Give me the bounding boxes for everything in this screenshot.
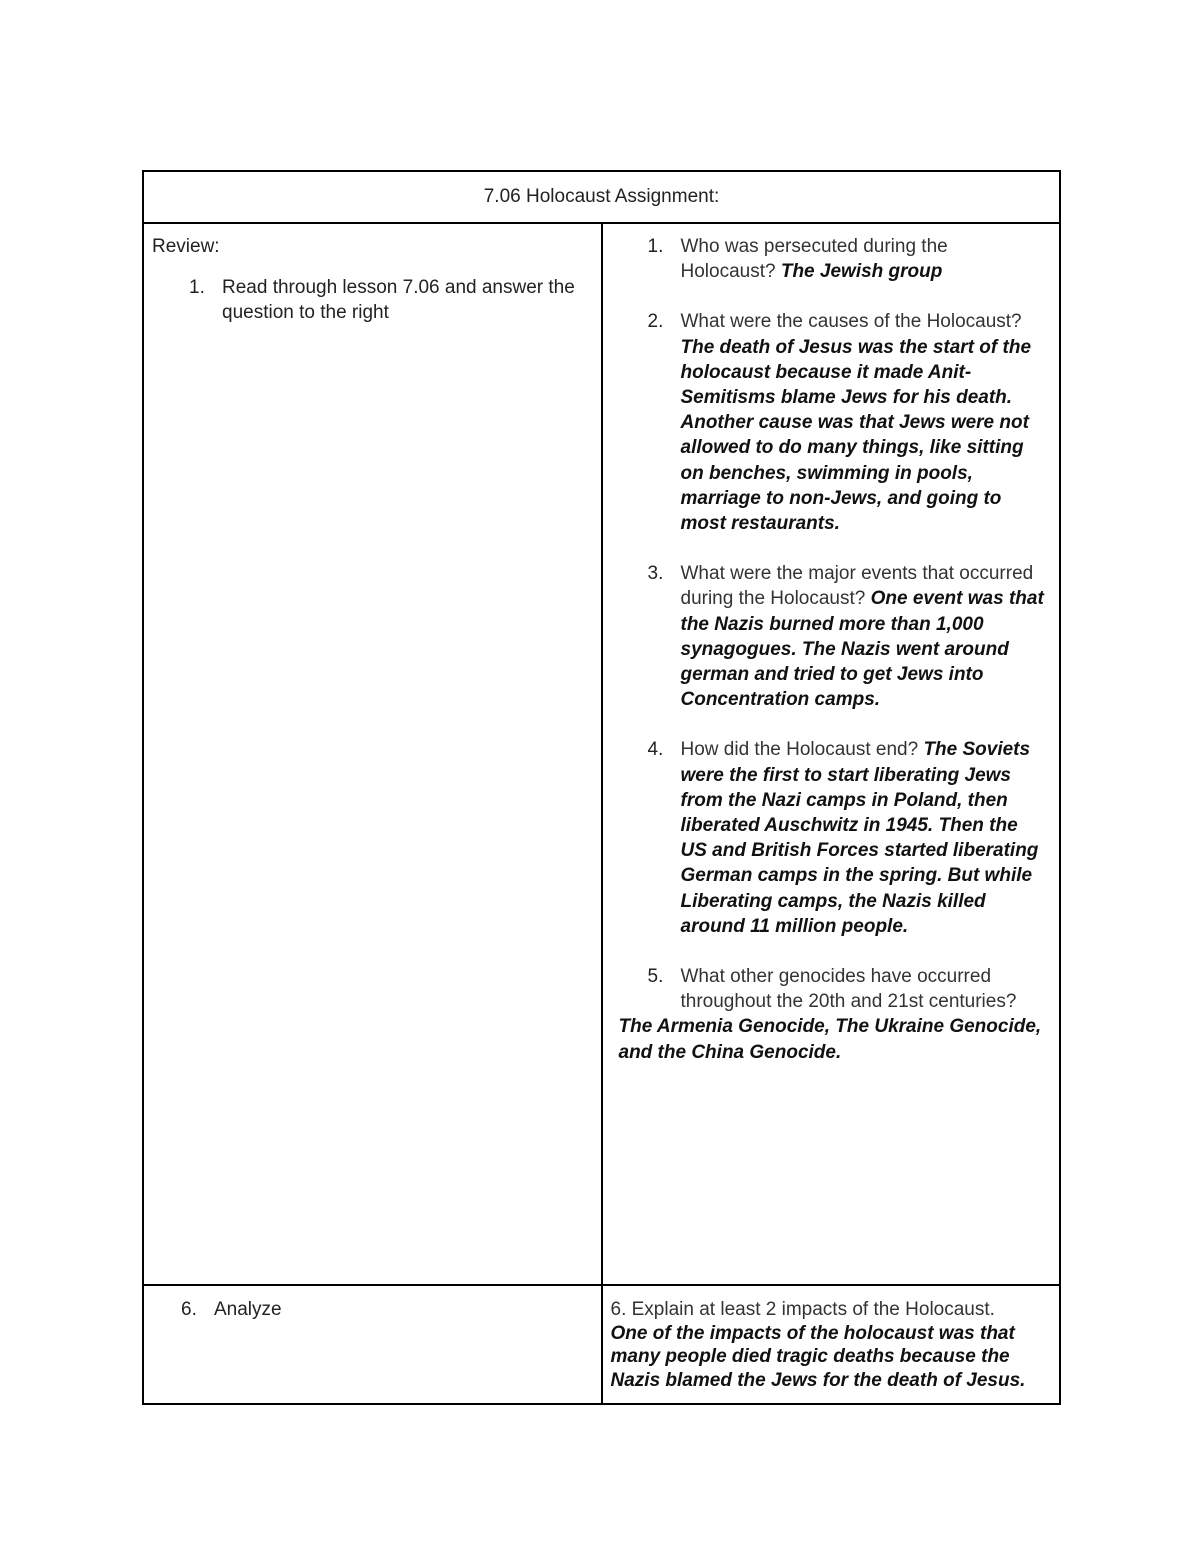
assignment-title: 7.06 Holocaust Assignment: xyxy=(143,171,1060,223)
question-item-2 xyxy=(611,309,1048,536)
answer-text: The Soviets were the first to start liberating Jews from the Nazi camps in Poland, then liberated Auschwitz in 1945. Then the US and British Forces started liberating German camps in the spring. But while Liberating camps, the Nazis killed around 11 million people. xyxy=(680,739,1039,937)
question-text: What other genocides have occurred throughout the 20th and 21st centuries? xyxy=(680,966,1017,1013)
question-text: What were the causes of the Holocaust? xyxy=(680,311,1022,333)
analyze-answer: One of the impacts of the holocaust was that many people died tragic deaths because the Nazis blamed the Jews for the death of Jesus. xyxy=(610,1322,1026,1391)
answer-text: The death of Jesus was the start of the holocaust because it made Anit-Semitisms blame Jews for his death. Another cause was that Jews were not allowed to do many things, like sitting on benches, swimming in pools, marriage to non-Jews, and going to most restaurants. xyxy=(680,336,1032,535)
question-list xyxy=(611,234,1048,1065)
question-number: 3. xyxy=(647,563,664,585)
answer-text: The Armenia Genocide, The Ukraine Genocide, and the China Genocide. xyxy=(618,1016,1042,1063)
review-row xyxy=(143,223,1060,1285)
question-text: How did the Holocaust end? xyxy=(680,739,919,761)
answer-text: One event was that the Nazis burned more than 1,000 synagogues. The Nazis went around german and tried to get Jews into Concentration camps. xyxy=(680,588,1044,711)
question-number: 1. xyxy=(647,236,664,257)
analyze-label-cell xyxy=(143,1285,602,1404)
question-text: What were the major events that occurred during the Holocaust? xyxy=(680,563,1034,610)
review-label: Review: xyxy=(152,236,220,257)
analyze-question-cell xyxy=(602,1285,1061,1404)
analyze-label: Analyze xyxy=(214,1299,282,1320)
answer-text: The Jewish group xyxy=(780,261,943,283)
review-list xyxy=(152,275,589,325)
question-item-4 xyxy=(611,737,1048,939)
analyze-number: 6. xyxy=(181,1299,197,1320)
questions-cell xyxy=(602,223,1061,1285)
question-item-5 xyxy=(611,964,1048,1065)
review-cell xyxy=(143,223,602,1285)
question-number: 4. xyxy=(647,739,664,761)
review-item-number: 1. xyxy=(189,277,205,299)
title-row xyxy=(143,171,1060,223)
analyze-question: 6. Explain at least 2 impacts of the Holocaust. xyxy=(610,1299,995,1320)
question-text: Who was persecuted during the Holocaust? xyxy=(680,236,948,283)
question-number: 5. xyxy=(647,966,664,988)
question-item-1 xyxy=(611,234,1048,284)
analyze-row xyxy=(143,1285,1060,1404)
review-item-text: Read through lesson 7.06 and answer the question to the right xyxy=(222,277,575,324)
assignment-table xyxy=(142,170,1061,1405)
question-number: 2. xyxy=(647,311,664,333)
question-item-3 xyxy=(611,561,1048,712)
review-item xyxy=(152,275,589,325)
